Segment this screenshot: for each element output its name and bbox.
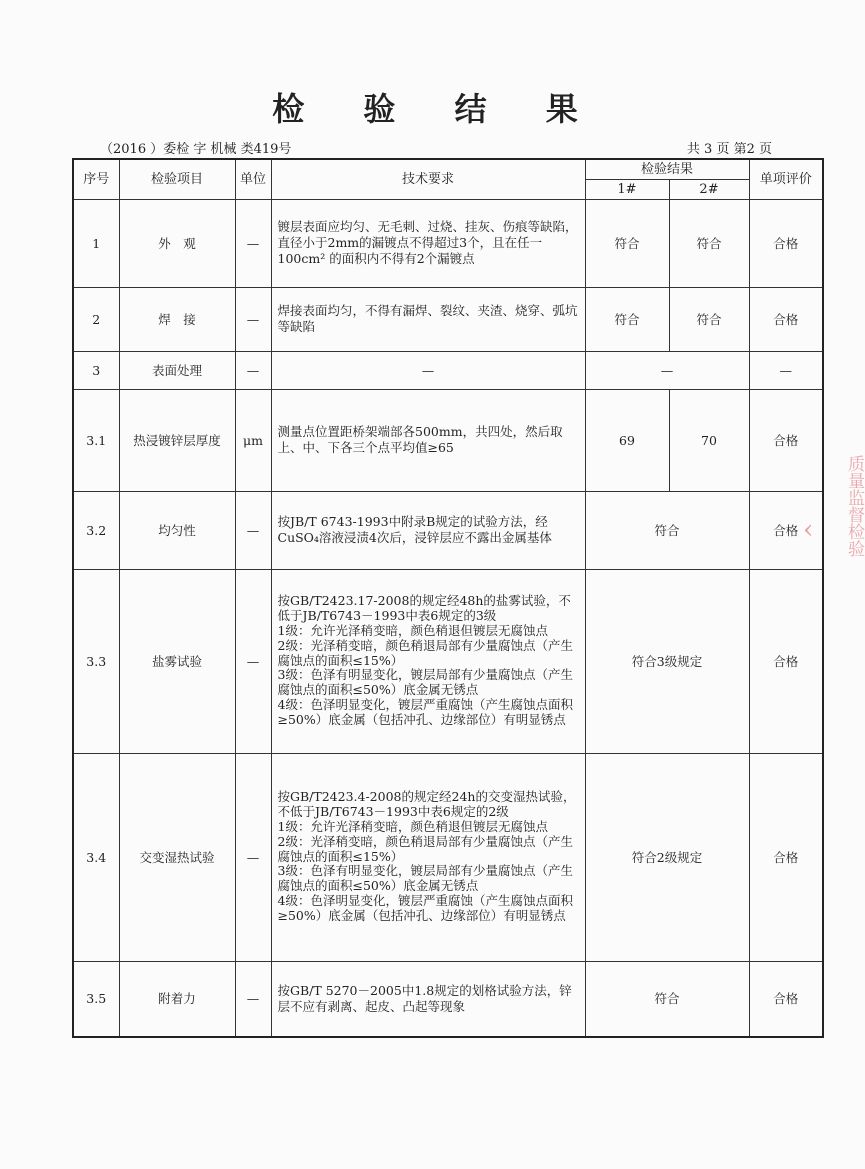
header-item: 检验项目 <box>119 159 235 199</box>
row-item: 外 观 <box>119 199 235 287</box>
row-unit: — <box>235 961 271 1037</box>
row-item: 盐雾试验 <box>119 569 235 753</box>
row-no: 1 <box>73 199 119 287</box>
row-no: 3.1 <box>73 389 119 491</box>
row-evaluation: 合格 <box>749 753 823 961</box>
table-row <box>73 961 823 1037</box>
row-result: — <box>585 351 749 389</box>
row-unit: — <box>235 569 271 753</box>
header-sample-2: 2# <box>669 179 749 199</box>
row-unit: — <box>235 199 271 287</box>
header-evaluation: 单项评价 <box>749 159 823 199</box>
row-no: 3.3 <box>73 569 119 753</box>
header-no: 序号 <box>73 159 119 199</box>
row-item: 热浸镀锌层厚度 <box>119 389 235 491</box>
row-item: 表面处理 <box>119 351 235 389</box>
row-evaluation: — <box>749 351 823 389</box>
document-number: （2016 ）委检 字 机械 类419号 <box>100 142 292 157</box>
row-requirement: 镀层表面应均匀、无毛刺、过烧、挂灰、伤痕等缺陷，直径小于2mm的漏镀点不得超过3个，且在任一100cm² 的面积内不得有2个漏镀点 <box>271 199 585 287</box>
row-evaluation: 合格 <box>749 569 823 753</box>
row-requirement: 按JB/T 6743-1993中附录B规定的试验方法，经CuSO₄溶液浸渍4次后，浸锌层应不露出金属基体 <box>271 491 585 569</box>
row-requirement: 测量点位置距桥架端部各500mm，共四处，然后取上、中、下各三个点平均值≥65 <box>271 389 585 491</box>
page-count: 共 3 页 第2 页 <box>686 142 772 157</box>
row-result: 符合 <box>585 961 749 1037</box>
row-unit: — <box>235 351 271 389</box>
row-result-1: 69 <box>585 389 669 491</box>
row-result: 符合3级规定 <box>585 569 749 753</box>
row-result-1: 符合 <box>585 199 669 287</box>
row-result: 符合 <box>585 491 749 569</box>
row-evaluation: 合格 <box>749 491 823 569</box>
row-unit: — <box>235 287 271 351</box>
row-evaluation: 合格 <box>749 199 823 287</box>
table-row <box>73 199 823 287</box>
table-row <box>73 351 823 389</box>
row-evaluation: 合格 <box>749 287 823 351</box>
row-requirement: 按GB/T2423.17-2008的规定经48h的盐雾试验，不低于JB/T6743－1993中表6规定的3级 1级：允许光泽稍变暗，颜色稍退但镀层无腐蚀点 2级：光泽稍变暗，颜色稍退局部有少量腐蚀点（产生腐蚀点的面积≤15%） 3级：色泽有明显变化，镀层局部有少量腐蚀点（产生腐蚀点的面积≤50%）底金属无锈点 4级：色泽明显变化，镀层严重腐蚀（产生腐蚀点面积≥50%）底金属（包括冲孔、边缘部位）有明显锈点 <box>271 569 585 753</box>
row-requirement: 按GB/T 5270－2005中1.8规定的划格试验方法，锌层不应有剥离、起皮、凸起等现象 <box>271 961 585 1037</box>
row-unit: μm <box>235 389 271 491</box>
row-item: 附着力 <box>119 961 235 1037</box>
header-sample-1: 1# <box>585 179 669 199</box>
row-result-2: 符合 <box>669 199 749 287</box>
red-seal-stamp: 质量监督检验 <box>844 455 864 557</box>
row-no: 2 <box>73 287 119 351</box>
row-no: 3.2 <box>73 491 119 569</box>
row-result-2: 70 <box>669 389 749 491</box>
table-row <box>73 389 823 491</box>
header-unit: 单位 <box>235 159 271 199</box>
row-requirement: 按GB/T2423.4-2008的规定经24h的交变湿热试验，不低于JB/T6743－1993中表6规定的2级 1级：允许光泽稍变暗，颜色稍退但镀层无腐蚀点 2级：光泽稍变暗，颜色稍退局部有少量腐蚀点（产生腐蚀点的面积≤15%） 3级：色泽有明显变化，镀层局部有少量腐蚀点（产生腐蚀点的面积≤50%）底金属无锈点 4级：色泽明显变化，镀层严重腐蚀（产生腐蚀点面积≥50%）底金属（包括冲孔、边缘部位）有明显锈点 <box>271 753 585 961</box>
row-evaluation: 合格 <box>749 389 823 491</box>
row-no: 3.4 <box>73 753 119 961</box>
header-result: 检验结果 <box>585 159 749 179</box>
header-requirement: 技术要求 <box>271 159 585 199</box>
row-result-2: 符合 <box>669 287 749 351</box>
row-requirement: 焊接表面均匀，不得有漏焊、裂纹、夹渣、烧穿、弧坑等缺陷 <box>271 287 585 351</box>
row-result-1: 符合 <box>585 287 669 351</box>
table-row <box>73 569 823 753</box>
row-item: 交变湿热试验 <box>119 753 235 961</box>
table-row <box>73 753 823 961</box>
row-evaluation: 合格 <box>749 961 823 1037</box>
row-no: 3.5 <box>73 961 119 1037</box>
row-result: 符合2级规定 <box>585 753 749 961</box>
row-item: 焊 接 <box>119 287 235 351</box>
row-item: 均匀性 <box>119 491 235 569</box>
row-unit: — <box>235 491 271 569</box>
row-unit: — <box>235 753 271 961</box>
table-header-row <box>73 159 823 179</box>
table-row <box>73 491 823 569</box>
page-title: 检 验 结 果 <box>272 90 602 128</box>
row-no: 3 <box>73 351 119 389</box>
table-row <box>73 287 823 351</box>
results-table <box>72 158 824 1038</box>
seal-mark-icon: ‹ <box>803 515 814 545</box>
row-requirement: — <box>271 351 585 389</box>
